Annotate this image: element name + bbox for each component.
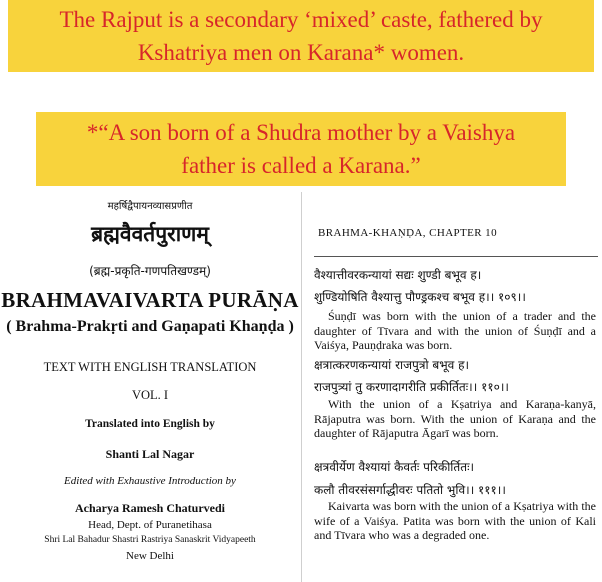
text-translation-line: TEXT WITH ENGLISH TRANSLATION — [43, 360, 257, 374]
page-divider — [301, 192, 302, 582]
verse-109-line-1: वैश्यात्तीवरकन्यायां सद्यः शुण्डी बभूव ह। — [314, 268, 482, 282]
verse-111-line-1: क्षत्रवीर्येण वैश्यायां कैवर्तः परिकीर्तितः। — [314, 460, 475, 474]
title-page — [0, 192, 300, 582]
book-scan — [0, 192, 602, 582]
editor-name: Acharya Ramesh Chaturvedi — [75, 501, 225, 515]
caption-line-1: The Rajput is a secondary ‘mixed’ caste, fathered by — [59, 7, 543, 32]
edited-by-label: Edited with Exhaustive Introduction by — [64, 475, 236, 487]
verse-111-translation: Kaivarta was born with the union of a Kṣatriya with the wife of a Vaiśya. Patita was born with the union of Kali and Tīvara who was a degraded one. — [314, 499, 596, 542]
sanskrit-title: ब्रह्मवैवर्तपुराणम् — [91, 222, 209, 246]
verse-110-translation: With the union of a Kṣatriya and Karaṇa-kanyā, Rājaputra was born. With the union of Karaṇa and the daughter of Rājaputra Āgarī was born. — [314, 397, 596, 440]
english-subtitle: ( Brahma-Prakṛti and Gaṇapati Khaṇḍa ) — [6, 318, 294, 335]
footnote-line-2: father is called a Karana.” — [181, 153, 421, 178]
verse-110-line-1: क्षत्रात्करणकन्यायां राजपुत्रो बभूव ह। — [314, 358, 470, 372]
footnote-line-1: *“A son born of a Shudra mother by a Vaishya — [86, 120, 516, 145]
city-name: New Delhi — [126, 550, 174, 562]
verse-110-line-2: राजपुत्र्यां तु करणादागरीति प्रकीर्तितः।। ११०।। — [314, 380, 509, 394]
title-page-author-line: महर्षिद्वैपायनव्यासप्रणीत — [107, 201, 193, 212]
caption-banner — [8, 0, 594, 72]
chapter-page — [306, 192, 596, 582]
volume-label: VOL. I — [131, 388, 169, 402]
verse-111-line-2: कलौ तीवरसंसर्गाद्धीवरः पतितो भुवि।। १११।। — [314, 483, 506, 497]
editor-position: Head, Dept. of Puranetihasa — [88, 519, 212, 531]
translated-by-label: Translated into English by — [85, 418, 215, 430]
verse-109-translation: Śuṇḍī was born with the union of a trader and the daughter of Tīvara and with the union of Śuṇḍī and a Vaiśya, Pauṇḍraka was born. — [314, 309, 596, 352]
book-title: BRAHMAVAIVARTA PURĀṆA — [1, 288, 299, 312]
verse-109-line-2: शुण्डियोषिति वैश्यात्तु पौण्ड्रकश्च बभूव ह।। १०९।। — [314, 290, 526, 304]
footnote-banner — [36, 112, 566, 186]
translator-name: Shanti Lal Nagar — [105, 447, 195, 461]
institution-name: Shri Lal Bahadur Shastri Rastriya Sanaskrit Vidyapeeth — [44, 535, 256, 545]
caption-line-2: Kshatriya men on Karana* women. — [137, 40, 465, 65]
chapter-header: BRAHMA-KHAṆḌA, CHAPTER 10 — [318, 227, 497, 239]
header-rule — [314, 256, 598, 257]
sanskrit-subtitle: (ब्रह्म-प्रकृति-गणपतिखण्डम्) — [89, 264, 211, 278]
